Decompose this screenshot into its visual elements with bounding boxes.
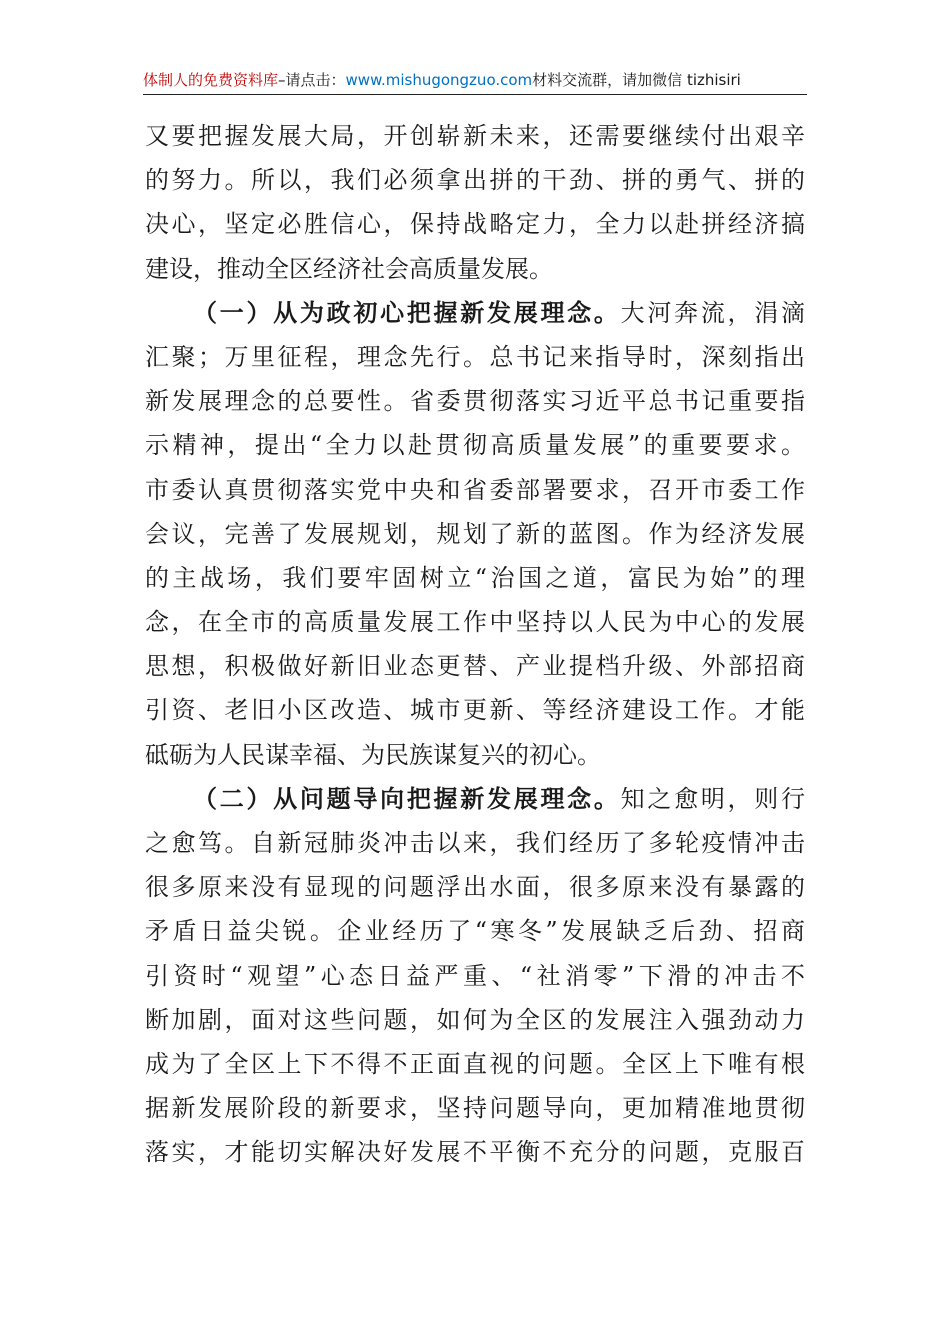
text-line: 念，在全市的高质量发展工作中坚持以人民为中心的发展 (145, 608, 805, 637)
text-line: 的努力。所以，我们必须拿出拼的干劲、拼的勇气、拼的 (145, 166, 805, 195)
text-line: 汇聚；万里征程，理念先行。总书记来指导时，深刻指出 (145, 342, 805, 371)
text-line: 的主战场，我们要牢固树立“治国之道，富民为始”的理 (145, 563, 805, 592)
section-heading-2: （二）从问题导向把握新发展理念。 (193, 783, 621, 813)
text-line: 会议，完善了发展规划，规划了新的蓝图。作为经济发展 (145, 519, 805, 548)
text-line: 引资、老旧小区改造、城市更新、等经济建设工作。才能 (145, 696, 805, 725)
text-line: 成为了全区上下不得不正面直视的问题。全区上下唯有根 (145, 1049, 805, 1078)
paragraph-2-first-line (145, 777, 805, 821)
page-header (143, 66, 807, 95)
header-note: 材料交流群，请加微信 tizhisiri (532, 71, 741, 89)
text-line: 很多原来没有显现的问题浮出水面，很多原来没有暴露的 (145, 873, 805, 902)
header-link[interactable]: www.mishugongzuo.com (345, 71, 533, 89)
document-body (145, 114, 805, 1175)
text-line: 落实，才能切实解决好发展不平衡不充分的问题，克服百 (145, 1138, 805, 1167)
text-line: 示精神，提出“全力以赴贯彻高质量发展”的重要要求。 (145, 431, 805, 460)
header-brand: 体制人的免费资料库 (143, 71, 279, 89)
text-line: 据新发展阶段的新要求，坚持问题导向，更加精准地贯彻 (145, 1094, 805, 1123)
text-line: 断加剧，面对这些问题，如何为全区的发展注入强劲动力 (145, 1005, 805, 1034)
text-line: 决心，坚定必胜信心，保持战略定力，全力以赴拼经济搞 (145, 210, 805, 239)
header-prompt: –请点击： (278, 71, 346, 89)
text-line: 新发展理念的总要性。省委贯彻落实习近平总书记重要指 (145, 387, 805, 416)
text-line: 思想，积极做好新旧业态更替、产业提档升级、外部招商 (145, 652, 805, 681)
text-line: 砥砺为人民谋幸福、为民族谋复兴的初心。 (145, 740, 601, 769)
text-line: 矛盾日益尖锐。企业经历了“寒冬”发展缺乏后劲、招商 (145, 917, 805, 946)
text-span: 大河奔流，涓滴 (620, 298, 805, 327)
text-line: 引资时“观望”心态日益严重、“社消零”下滑的冲击不 (145, 961, 805, 990)
text-line: 建设，推动全区经济社会高质量发展。 (145, 254, 553, 283)
section-heading-1: （一）从为政初心把握新发展理念。 (193, 297, 621, 327)
text-line: 市委认真贯彻落实党中央和省委部署要求，召开市委工作 (145, 475, 805, 504)
text-line: 又要把握发展大局，开创崭新未来，还需要继续付出艰辛 (145, 122, 805, 150)
paragraph-1-first-line (145, 291, 805, 335)
text-line: 之愈笃。自新冠肺炎冲击以来，我们经历了多轮疫情冲击 (145, 829, 805, 857)
text-span: 知之愈明，则行 (620, 784, 805, 813)
